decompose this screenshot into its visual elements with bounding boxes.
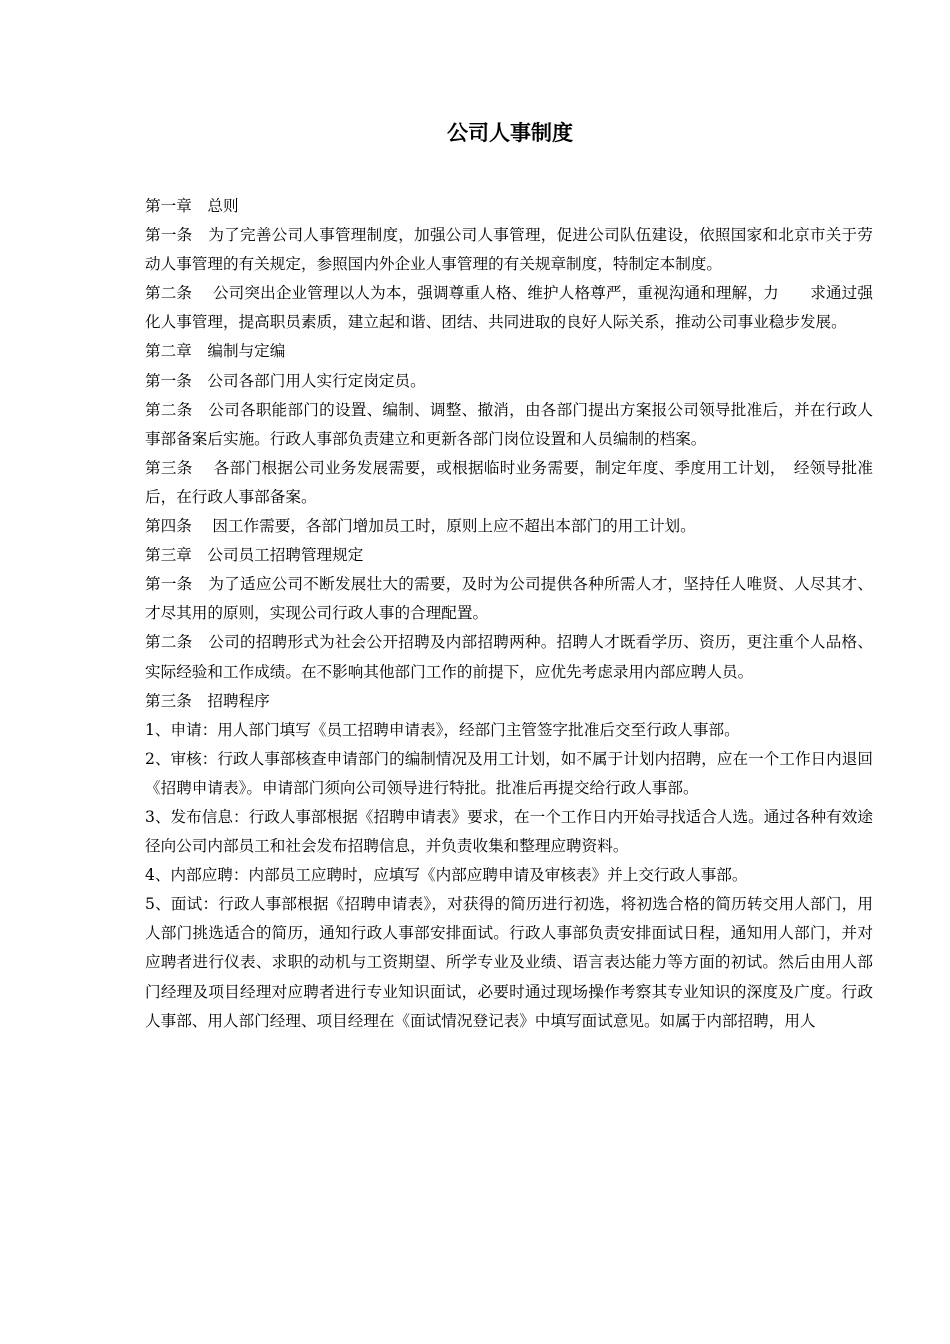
procedure-step: 1、申请：用人部门填写《员工招聘申请表》，经部门主管签字批准后交至行政人事部。: [145, 720, 740, 739]
chapter-heading-3: 第三章 公司员工招聘管理规定: [145, 546, 364, 565]
document-body: [145, 192, 873, 1036]
article-paragraph: 第一条 为了完善公司人事管理制度，加强公司人事管理，促进公司队伍建设，依照国家和北京市关于劳动人事管理的有关规定，参照国内外企业人事管理的有关规章制度，特制定本制度。: [145, 226, 873, 274]
article-paragraph: 第二条 公司各职能部门的设置、编制、调整、撤消，由各部门提出方案报公司领导批准后，并在行政人事部备案后实施。行政人事部负责建立和更新各部门岗位设置和人员编制的档案。: [145, 400, 873, 448]
article-paragraph: 第一条 为了适应公司不断发展壮大的需要，及时为公司提供各种所需人才，坚持任人唯贤、人尽其才、才尽其用的原则，实现公司行政人事的合理配置。: [145, 575, 873, 623]
document-title: 公司人事制度: [447, 120, 573, 145]
article-paragraph: 第三条 招聘程序: [145, 691, 270, 710]
article-paragraph: 第二条 公司突出企业管理以人为本，强调尊重人格、维护人格尊严，重视沟通和理解，力 求通过强化人事管理，提高职员素质，建立起和谐、团结、共同进取的良好人际关系，推动公司事业稳步发展。: [145, 284, 873, 332]
procedure-step: 2、审核：行政人事部核查申请部门的编制情况及用工计划，如不属于计划内招聘，应在一个工作日内退回《招聘申请表》。申请部门须向公司领导进行特批。批准后再提交给行政人事部。: [145, 749, 873, 797]
chapter-heading-1: 第一章 总则: [145, 197, 239, 215]
article-paragraph: 第二条 公司的招聘形式为社会公开招聘及内部招聘两种。招聘人才既看学历、资历，更注重个人品格、实际经验和工作成绩。在不影响其他部门工作的前提下，应优先考虑录用内部应聘人员。: [145, 633, 873, 681]
procedure-step: 4、内部应聘：内部员工应聘时，应填写《内部应聘申请及审核表》并上交行政人事部。: [145, 866, 748, 885]
procedure-step: 3、发布信息：行政人事部根据《招聘申请表》要求，在一个工作日内开始寻找适合人选。通过各种有效途径向公司内部员工和社会发布招聘信息，并负责收集和整理应聘资料。: [145, 807, 873, 856]
article-paragraph: 第四条 因工作需要，各部门增加员工时，原则上应不超出本部门的用工计划。: [145, 517, 696, 536]
article-paragraph: 第三条 各部门根据公司业务发展需要，或根据临时业务需要，制定年度、季度用工计划， 经领导批准后，在行政人事部备案。: [145, 458, 873, 506]
article-paragraph: 第一条 公司各部门用人实行定岗定员。: [145, 371, 426, 390]
procedure-step: 5、面试：行政人事部根据《招聘申请表》，对获得的简历进行初选，将初选合格的简历转交用人部门，用人部门挑选适合的简历，通知行政人事部安排面试。行政人事部负责安排面试日程，通知用人部门，并对应聘者进行仪表、求职的动机与工资期望、所学专业及业绩、语言表达能力等方面的初试。然后由用人部门经理及项目经理对应聘者进行专业知识面试，必要时通过现场操作考察其专业知识的深度及广度。行政人事部、用人部门经理、项目经理在《面试情况登记表》中填写面试意见。如属于内部招聘，用人: [145, 895, 873, 1030]
chapter-heading-2: 第二章 编制与定编: [145, 342, 286, 361]
